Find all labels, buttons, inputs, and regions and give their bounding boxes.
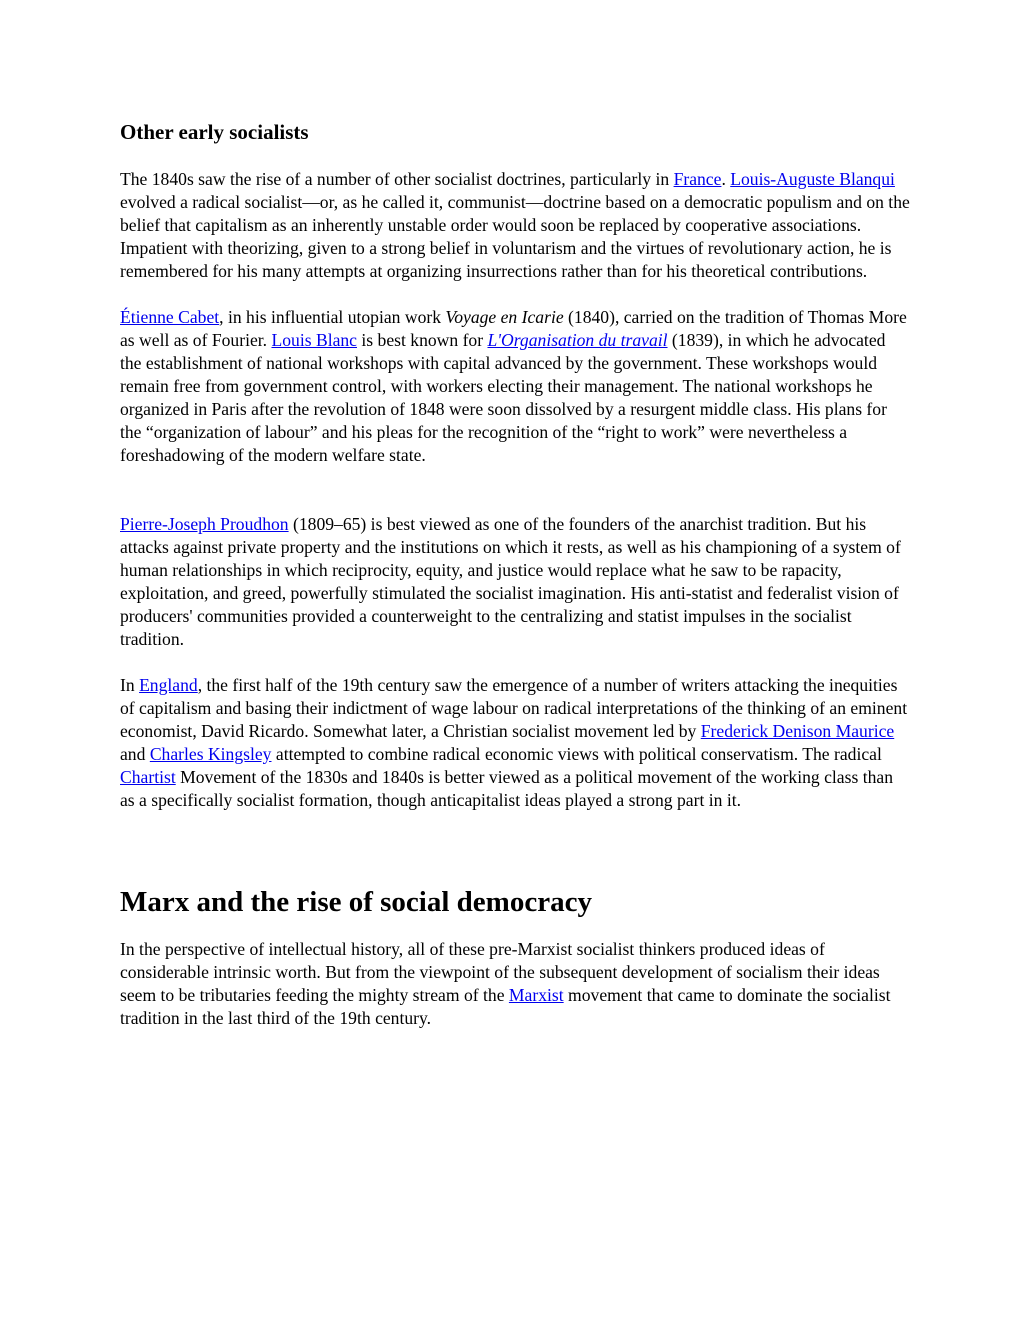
text-run: movement that came to dominate the socialist tradition in the last third of the 19th century. [120, 985, 891, 1028]
paragraph-cabet-blanc [120, 306, 910, 467]
paragraph-proudhon [120, 513, 910, 651]
link-chartist[interactable]: Chartist [120, 767, 176, 787]
link-charles-kingsley[interactable]: Charles Kingsley [149, 744, 272, 764]
text-run: . [721, 169, 731, 189]
link-frederick-denison-maurice[interactable]: Frederick Denison Maurice [700, 721, 895, 741]
text-run: Movement of the 1830s and 1840s is better viewed as a political movement of the working class than as a specifically socialist formation, though anticapitalist ideas played a strong part in it. [120, 767, 893, 810]
link-england[interactable]: England [139, 675, 198, 695]
section-heading-marx-social-democracy: Marx and the rise of social democracy [120, 886, 592, 918]
text-run: evolved a radical socialist—or, as he called it, communist—doctrine based on a democratic populism and on the belief that capitalism as an inherently unstable order would soon be replaced by cooperative associations. Impatient with theorizing, given to a strong belief in voluntarism and the virtues of revolutionary action, he is remembered for his many attempts at organizing insurrections rather than for his theoretical contributions. [120, 192, 910, 281]
section-heading-other-early-socialists: Other early socialists [120, 120, 309, 144]
text-run: (1839), in which he advocated the establishment of national workshops with capital advanced by the government. These workshops would remain free from government control, with workers electing their management. The national workshops he organized in Paris after the revolution of 1848 were soon dissolved by a resurgent middle class. His plans for the “organization of labour” and his pleas for the recognition of the “right to work” were nevertheless a foreshadowing of the modern welfare state. [120, 330, 887, 465]
link-pierre-joseph-proudhon[interactable]: Pierre-Joseph Proudhon [120, 514, 289, 534]
text-run: The 1840s saw the rise of a number of other socialist doctrines, particularly in [120, 169, 674, 189]
text-run: attempted to combine radical economic views with political conservatism. The radical [271, 744, 882, 764]
text-run: , the first half of the 19th century saw the emergence of a number of writers attacking the inequities of capitalism and basing their indictment of wage labour on radical interpretations of the thinking of an eminent economist, David Ricardo. Somewhat later, a Christian socialist movement led by [120, 675, 908, 741]
text-run: In the perspective of intellectual history, all of these pre-Marxist socialist thinkers produced ideas of considerable intrinsic worth. But from the viewpoint of the subsequent development of socialism their ideas seem to be tributaries feeding the mighty stream of the [120, 939, 880, 1005]
paragraph-blanqui [120, 168, 910, 283]
paragraph-pre-marxist [120, 938, 910, 1030]
paragraph-england [120, 674, 910, 812]
text-run: is best known for [357, 330, 488, 350]
text-run: (1809–65) is best viewed as one of the founders of the anarchist tradition. But his attacks against private property and the institutions on which it rests, as well as his championing of a system of human relationships in which reciprocity, equity, and justice would replace what he saw to be rapacity, exploitation, and greed, powerfully stimulated the socialist imagination. His anti-statist and federalist vision of producers' communities provided a counterweight to the centralizing and statist impulses in the socialist tradition. [120, 514, 901, 649]
text-run: (1840), carried on the tradition of Thomas More as well as of Fourier. [120, 307, 907, 350]
link-organisation-du-travail[interactable] [487, 330, 667, 350]
link-louis-blanc[interactable]: Louis Blanc [271, 330, 357, 350]
text-run: and [120, 744, 150, 764]
work-title-voyage-en-icarie: Voyage en Icarie [445, 307, 564, 327]
link-marxist[interactable]: Marxist [508, 985, 564, 1005]
text-run: In [120, 675, 140, 695]
link-etienne-cabet[interactable]: Étienne Cabet [120, 307, 220, 327]
text-run: , in his influential utopian work [219, 307, 446, 327]
link-louis-auguste-blanqui[interactable]: Louis-Auguste Blanqui [730, 169, 895, 189]
document-page [120, 118, 910, 1053]
link-france[interactable]: France [673, 169, 722, 189]
link-organisation-du-travail-label: L'Organisation du travail [487, 330, 668, 350]
